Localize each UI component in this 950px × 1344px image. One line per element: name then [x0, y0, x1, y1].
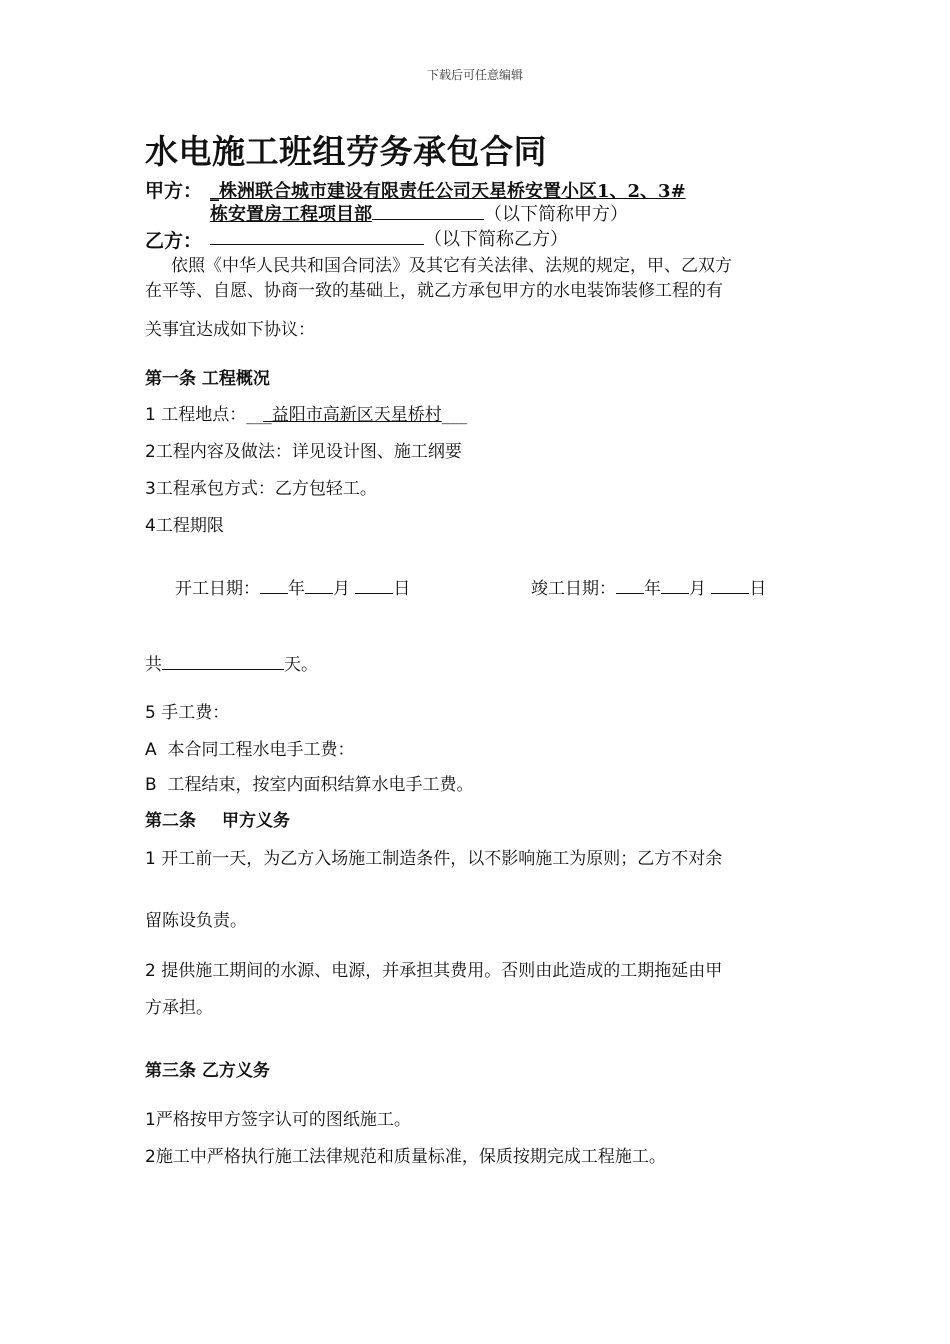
party-b-note: （以下简称乙方） — [424, 229, 568, 250]
item1-location-value: _益阳市高新区天星桥村 — [263, 405, 442, 425]
item-number: 5 — [145, 703, 156, 723]
item-letter: B — [145, 775, 157, 795]
article3-item1-text: 严格按甲方签字认可的图纸施工。 — [155, 1110, 411, 1130]
item1-pre-blank: __ — [246, 405, 264, 425]
item3-text: 工程承包方式：乙方包轻工。 — [155, 479, 377, 499]
article1-itemA — [145, 735, 354, 760]
article3-heading: 第三条 乙方义务 — [145, 1061, 270, 1081]
item-number: 1 — [145, 1110, 156, 1130]
party-b-label: 乙方： — [145, 230, 203, 252]
end-day-blank — [711, 577, 749, 594]
itemB-text: 工程结束，按室内面积结算水电手工费。 — [167, 775, 474, 795]
start-date-row — [175, 574, 410, 599]
itemA-text: 本合同工程水电手工费： — [167, 740, 355, 760]
page-header: 下载后可任意编辑 — [426, 68, 523, 82]
start-month-blank — [305, 577, 333, 594]
item4-text: 工程期限 — [155, 516, 224, 536]
item-letter: A — [145, 740, 157, 760]
article1-item3 — [145, 474, 377, 499]
article2-item1-text: 开工前一天，为乙方入场施工制造条件，以不影响施工为原则；乙方不对余 — [161, 849, 723, 869]
party-b-blank — [210, 226, 424, 245]
document-title: 水电施工班组劳务承包合同 — [145, 132, 547, 171]
total-days-row — [145, 650, 318, 675]
year-unit: 年 — [288, 579, 305, 599]
article1-heading: 第一条 工程概况 — [145, 369, 270, 389]
article3-item2-text: 施工中严格执行施工法律规范和质量标准，保质按期完成工程施工。 — [155, 1147, 666, 1167]
party-a-name-line2: 栋安置房工程项目部 — [210, 204, 372, 225]
total-suffix: 天。 — [284, 655, 318, 675]
article2-item2-text: 提供施工期间的水源、电源，并承担其费用。否则由此造成的工期拖延由甲 — [161, 961, 723, 981]
item-number: 1 — [145, 405, 156, 425]
item-number: 2 — [145, 961, 156, 981]
article2-heading-title: 甲方义务 — [222, 811, 290, 831]
party-a-label: 甲方： — [145, 180, 203, 202]
article1-itemB — [145, 770, 473, 795]
article2-item1-line1 — [145, 844, 722, 869]
article2-item2-line2: 方承担。 — [145, 998, 213, 1018]
end-date-row — [531, 574, 766, 599]
end-year-blank — [616, 577, 644, 594]
item-number: 4 — [145, 516, 156, 536]
end-date-label: 竣工日期： — [531, 579, 616, 599]
year-unit: 年 — [644, 579, 661, 599]
article2-heading-number: 第二条 — [145, 811, 196, 831]
intro-line-3: 关事宜达成如下协议： — [145, 320, 315, 340]
item2-text: 工程内容及做法：详见设计图、施工纲要 — [155, 442, 462, 462]
total-days-blank — [162, 653, 284, 670]
day-unit: 日 — [749, 579, 767, 599]
end-month-blank — [661, 577, 689, 594]
article1-item4 — [145, 511, 224, 536]
party-a-name-line2-row — [210, 200, 628, 226]
item-number: 3 — [145, 479, 156, 499]
party-a-note: （以下简称甲方） — [484, 204, 628, 225]
article3-item2 — [145, 1142, 666, 1167]
total-prefix: 共 — [145, 655, 162, 675]
item-number: 2 — [145, 1147, 156, 1167]
article2-item2-line1 — [145, 956, 722, 981]
party-a-name-line1: _株洲联合城市建设有限责任公司天星桥安置小区1、2、3# — [210, 181, 686, 202]
month-unit: 月 — [689, 579, 706, 599]
item-number: 1 — [145, 849, 156, 869]
party-b-row — [210, 225, 568, 251]
item-number: 2 — [145, 442, 156, 462]
article3-item1 — [145, 1105, 411, 1130]
intro-line-1: 依照《中华人民共和国合同法》及其它有关法律、法规的规定，甲、乙双方 — [171, 256, 732, 276]
item1-label: 工程地点： — [161, 405, 247, 425]
item5-text: 手工费： — [161, 703, 230, 723]
party-a-blank — [372, 201, 484, 220]
intro-line-2: 在平等、自愿、协商一致的基础上，就乙方承包甲方的水电装饰装修工程的有 — [145, 281, 723, 301]
article2-item1-line2: 留陈设负责。 — [145, 911, 247, 931]
article1-item2 — [145, 437, 462, 462]
start-day-blank — [355, 577, 393, 594]
article1-item1 — [145, 400, 467, 425]
item1-post-blank: ___ — [441, 405, 468, 425]
article1-item5 — [145, 698, 229, 723]
day-unit: 日 — [393, 579, 411, 599]
month-unit: 月 — [333, 579, 350, 599]
start-date-label: 开工日期： — [175, 579, 260, 599]
start-year-blank — [260, 577, 288, 594]
article2-heading — [145, 806, 290, 831]
